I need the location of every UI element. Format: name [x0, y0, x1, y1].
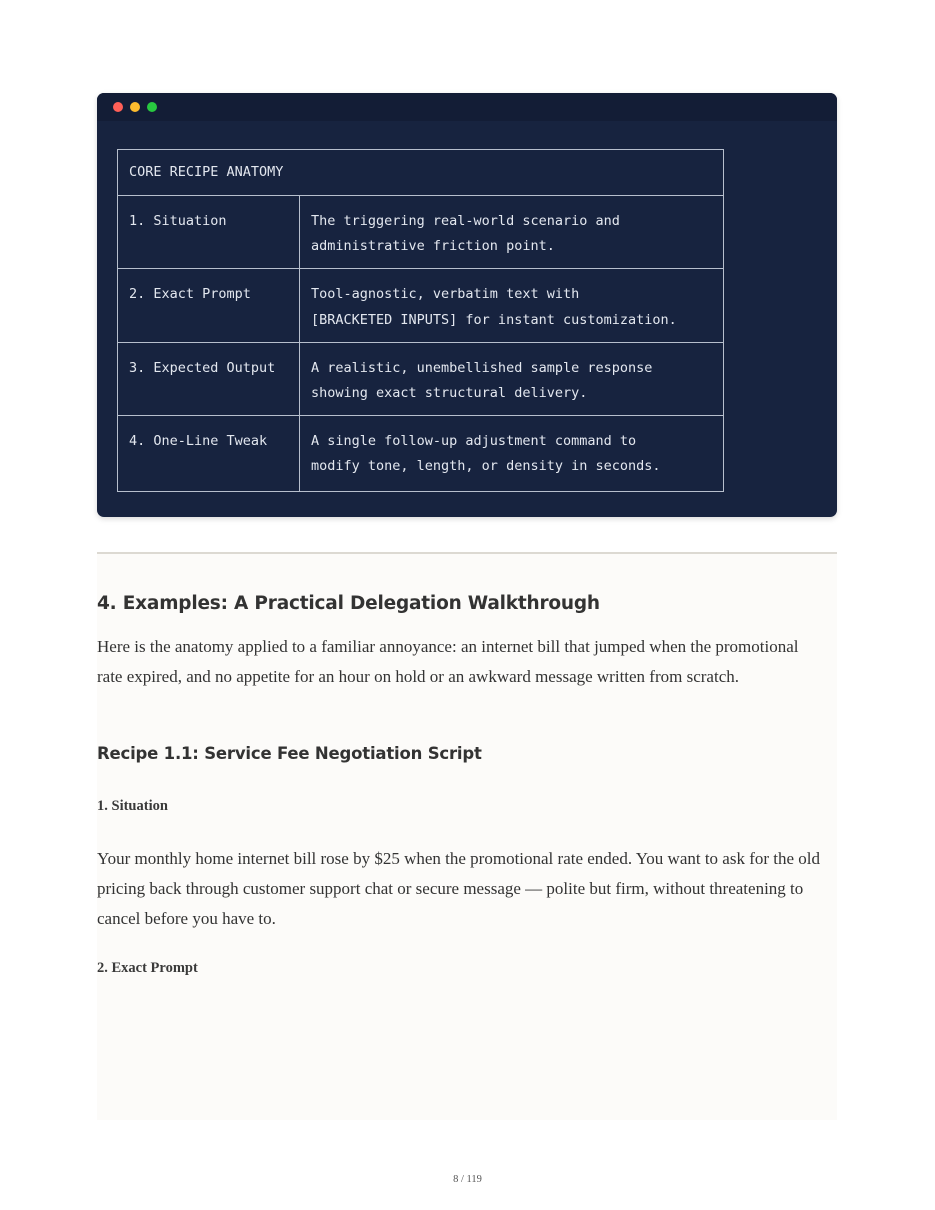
table-divider: [118, 415, 723, 416]
anatomy-row-label: 1. Situation: [129, 213, 227, 229]
anatomy-row-desc-line1: Tool-agnostic, verbatim text with: [311, 286, 580, 302]
table-divider: [118, 342, 723, 343]
terminal-title-bar: [97, 93, 837, 121]
anatomy-row-desc-line2: administrative friction point.: [311, 238, 555, 254]
window-maximize-dot-icon: [147, 102, 157, 112]
anatomy-row-label: 4. One-Line Tweak: [129, 433, 268, 449]
window-minimize-dot-icon: [130, 102, 140, 112]
anatomy-table-title: CORE RECIPE ANATOMY: [129, 164, 284, 180]
section-intro-paragraph: Here is the anatomy applied to a familiar annoyance: an internet bill that jumped when the promotional rate expired, and no appetite for an hour on hold or an awkward message written from scratch.: [97, 637, 799, 686]
anatomy-row-label: 3. Expected Output: [129, 360, 276, 376]
anatomy-row-desc-line1: The triggering real-world scenario and: [311, 213, 620, 229]
recipe-anatomy-terminal: [97, 93, 837, 517]
situation-heading: 1. Situation: [97, 798, 168, 814]
table-column-divider: [299, 195, 300, 491]
table-divider: [118, 268, 723, 269]
anatomy-table: [117, 149, 724, 492]
recipe-heading: Recipe 1.1: Service Fee Negotiation Script: [97, 744, 482, 763]
anatomy-row-desc-line1: A realistic, unembellished sample response: [311, 360, 653, 376]
section-heading: 4. Examples: A Practical Delegation Walkthrough: [97, 593, 600, 614]
table-divider: [118, 195, 723, 196]
anatomy-row-label: 2. Exact Prompt: [129, 286, 251, 302]
window-close-dot-icon: [113, 102, 123, 112]
anatomy-row-desc-line2: [BRACKETED INPUTS] for instant customization.: [311, 312, 677, 328]
situation-paragraph: Your monthly home internet bill rose by $25 when the promotional rate ended. You want to ask for the old pricing back through customer support chat or secure message — polite but firm, without threatening to cancel before you have to.: [97, 849, 821, 928]
anatomy-row-desc-line1: A single follow-up adjustment command to: [311, 433, 637, 449]
anatomy-row-desc-line2: showing exact structural delivery.: [311, 385, 588, 401]
anatomy-row-desc-line2: modify tone, length, or density in seconds.: [311, 458, 661, 474]
exact-prompt-heading: 2. Exact Prompt: [97, 960, 198, 976]
page-number: 8 / 119: [453, 1174, 482, 1185]
